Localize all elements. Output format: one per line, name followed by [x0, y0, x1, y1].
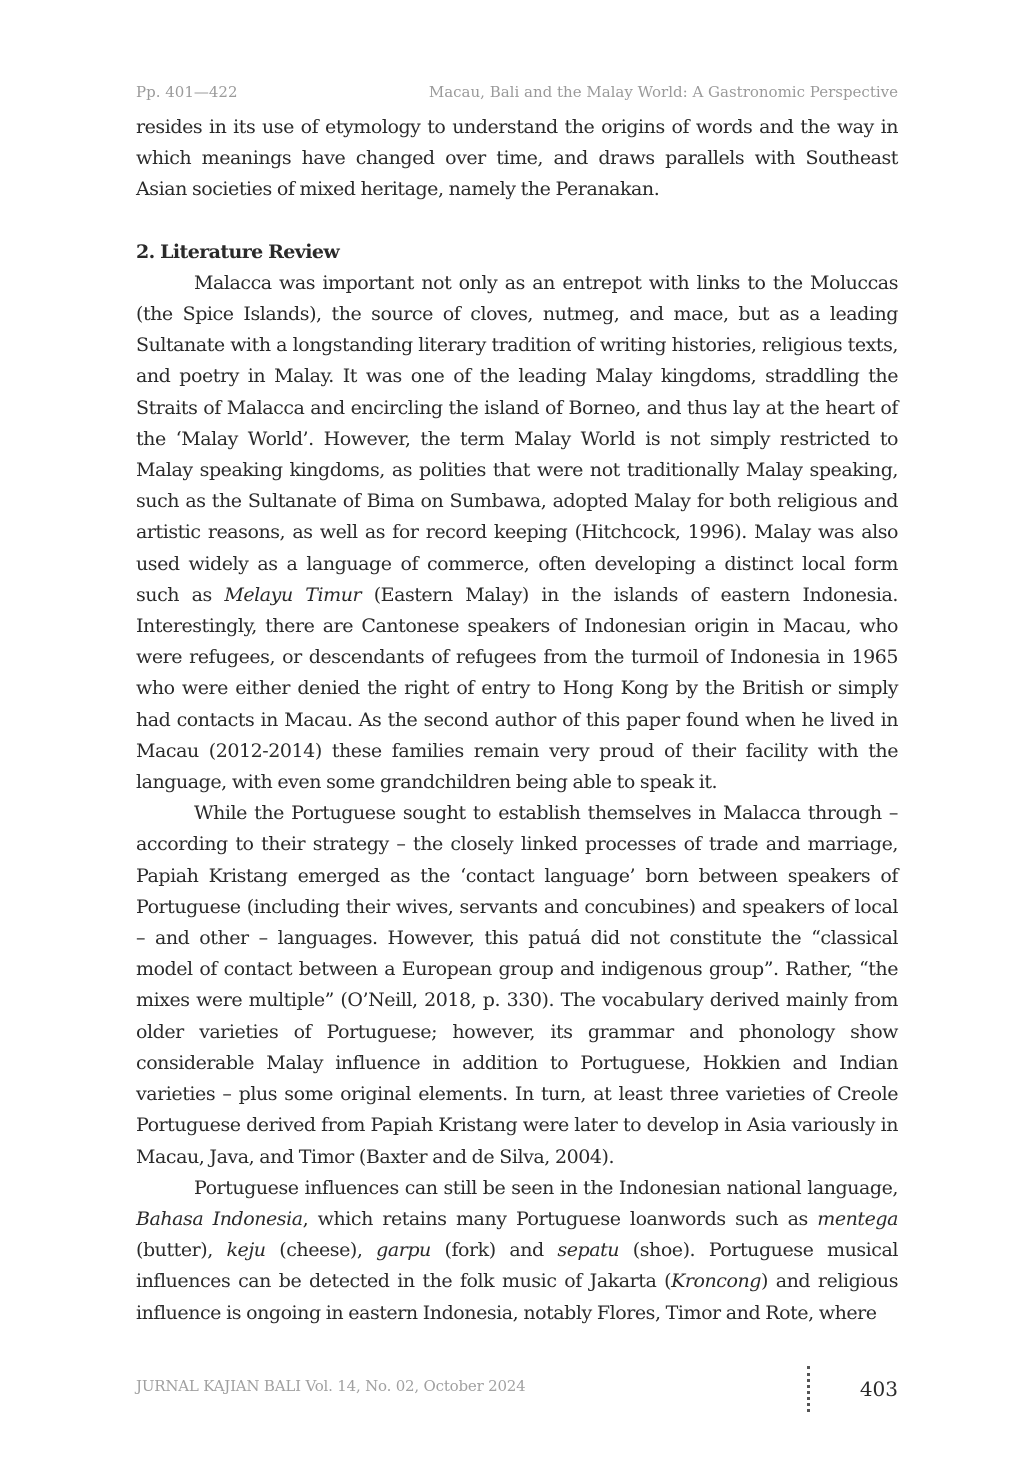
italic-term: Kroncong	[671, 1270, 761, 1293]
journal-footer: JURNAL KAJIAN BALI Vol. 14, No. 02, October 2024	[136, 1377, 526, 1395]
footer-dotted-divider	[807, 1366, 810, 1412]
paragraph-influences: Portuguese influences can still be seen in the Indonesian national language, Bahasa Indonesia, which retains many Portuguese loanwords such as mentega (butter), keju (cheese), garpu (fork) and sepatu (shoe). Portuguese musical influences can be detected in the folk music of Jakarta (Kroncong) and religious influence is ongoing in eastern Indonesia, notably Flores, Timor and Rote, where	[136, 1176, 899, 1324]
italic-term: Melayu Timur	[224, 583, 362, 606]
paragraph-portuguese: While the Portuguese sought to establish themselves in Malacca through – according to their strategy – the closely linked processes of trade and marriage, Papiah Kristang emerged as the ‘contact language’ born between speakers of Portuguese (including their wives, servants and concubines) and speakers of local – and other – languages. However, this patuá did not constitute the “classical model of contact between a European group and indigenous group”. Rather, “the mixes were multiple” (O’Neill, 2018, p. 330). The vocabulary derived mainly from older varieties of Portuguese; however, its grammar and phonology show considerable Malay influence in addition to Portuguese, Hokkien and Indian varieties – plus some original elements. In turn, at least three varieties of Creole Portuguese derived from Papiah Kristang were later to develop in Asia variously in Macau, Java, and Timor (Baxter and de Silva, 2004).	[136, 802, 898, 1168]
italic-term: garpu	[376, 1239, 431, 1262]
paragraph-continued: resides in its use of etymology to understand the origins of words and the way in which meanings have changed over time, and draws parallels with Southeast Asian societies of mixed heritage, namely the Peranakan.	[136, 116, 898, 201]
italic-term: keju	[226, 1239, 266, 1262]
paragraph-malacca: Malacca was important not only as an entrepot with links to the Moluccas (the Spice Islands), the source of cloves, nutmeg, and mace, but as a leading Sultanate with a longstanding literary tradition of writing histories, religious texts, and poetry in Malay. It was one of the leading Malay kingdoms, straddling the Straits of Malacca and encircling the island of Borneo, and thus lay at the heart of the ‘Malay World’. However, the term Malay World is not simply restricted to Malay speaking kingdoms, as polities that were not traditionally Malay speaking, such as the Sultanate of Bima on Sumbawa, adopted Malay for both religious and artistic reasons, as well as for record keeping (Hitchcock, 1996). Malay was also used widely as a language of commerce, often developing a distinct local form such as Melayu Timur (Eastern Malay) in the islands of eastern Indonesia. Interestingly, there are Cantonese speakers of Indonesian origin in Macau, who were refugees, or descendants of refugees from the turmoil of Indonesia in 1965 who were either denied the right of entry to Hong Kong by the British or simply had contacts in Macau. As the second author of this paper found when he lived in Macau (2012-2014) these families remain very proud of their facility with the language, with even some grandchildren being able to speak it.	[136, 271, 899, 794]
running-title: Macau, Bali and the Malay World: A Gastronomic Perspective	[428, 83, 898, 101]
italic-term: Bahasa Indonesia	[136, 1207, 303, 1230]
running-header	[136, 80, 898, 104]
italic-term: sepatu	[557, 1239, 620, 1262]
page-range: Pp. 401—422	[136, 83, 238, 101]
page-number: 403	[859, 1377, 898, 1401]
section-heading: 2. Literature Review	[136, 240, 340, 263]
article-body	[136, 112, 898, 1329]
italic-term: mentega	[817, 1207, 898, 1230]
